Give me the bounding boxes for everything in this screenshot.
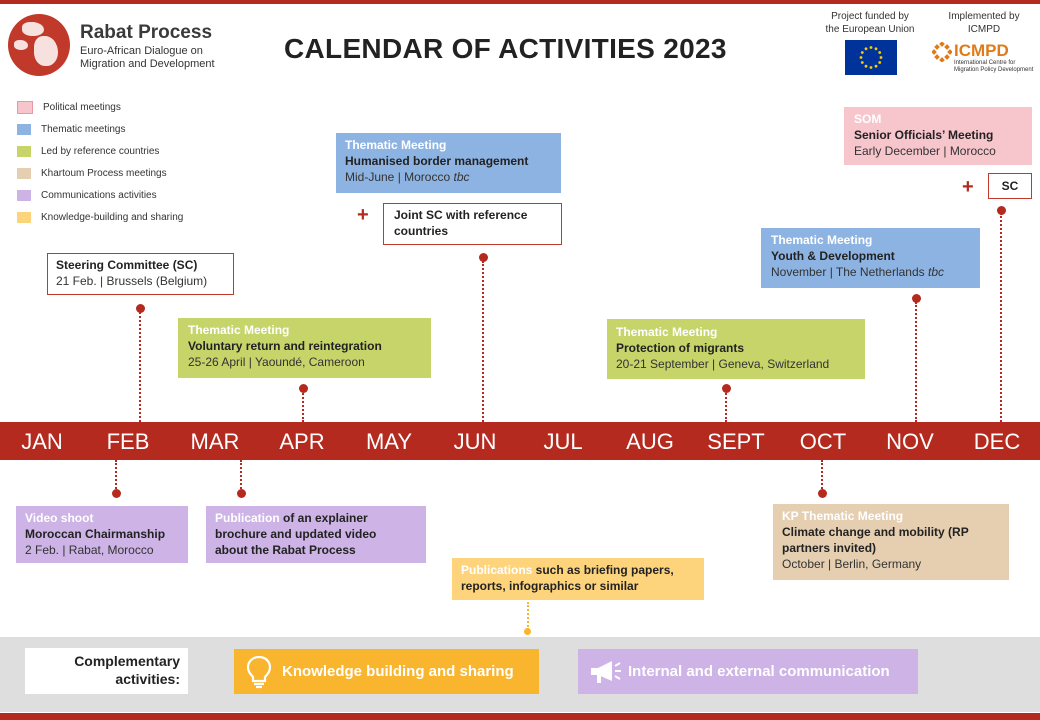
event-details: 25-26 April | Yaoundé, Cameroon	[188, 355, 365, 369]
globe-icon	[8, 14, 70, 76]
event-details	[345, 169, 552, 185]
connector-dot	[136, 304, 145, 313]
event-type: Video shoot	[25, 511, 94, 525]
event-name: SC	[1001, 179, 1019, 193]
timeline-bar	[0, 422, 1040, 460]
event-publication-brochure	[206, 506, 426, 563]
connector-line	[915, 302, 917, 422]
event-type: Thematic Meeting	[188, 323, 290, 337]
event-name-line-1: of an explainer	[279, 511, 368, 525]
legend-swatch	[17, 212, 31, 223]
event-name: Senior Officials’ Meeting	[854, 128, 994, 142]
event-som-dec	[844, 107, 1032, 165]
legend-swatch	[17, 146, 31, 157]
event-name: Moroccan Chairmanship	[25, 527, 166, 541]
month-sept: SEPT	[707, 429, 765, 454]
eu-flag-icon	[845, 40, 897, 75]
icmpd-logo	[932, 40, 1032, 76]
connector-line	[302, 390, 304, 422]
connector-line	[115, 460, 117, 492]
icmpd-fullname-line-1: International Centre for	[954, 60, 1016, 66]
event-type: KP Thematic Meeting	[782, 509, 904, 523]
knowledge-building-label: Knowledge building and sharing	[282, 663, 514, 680]
legend-swatch	[17, 168, 31, 179]
legend-label: Knowledge-building and sharing	[41, 211, 184, 223]
event-name: Humanised border management	[345, 154, 529, 168]
logo-subtitle	[80, 45, 215, 71]
communication-tile	[578, 649, 918, 694]
rabat-process-logo	[6, 12, 216, 82]
month-jan: JAN	[21, 429, 63, 454]
funded-by-line-1: Project funded by	[831, 11, 909, 22]
event-name: Youth & Development	[771, 249, 895, 263]
icmpd-fullname-line-2: Migration Policy Development	[954, 67, 1034, 73]
event-video-shoot	[16, 506, 188, 563]
event-type: Thematic Meeting	[616, 325, 718, 339]
connector-dot	[299, 384, 308, 393]
connector-dot	[479, 253, 488, 262]
month-dec: DEC	[973, 429, 1021, 454]
funded-by-label	[818, 10, 922, 36]
connector-line	[139, 309, 141, 422]
logo-subtitle-line-2: Migration and Development	[80, 58, 215, 70]
connector-line	[725, 390, 727, 422]
plus-icon: +	[962, 176, 974, 198]
legend-item-political	[17, 96, 183, 118]
event-name-line-1: such as briefing papers,	[532, 563, 674, 577]
bottom-bar	[0, 713, 1040, 720]
legend-swatch	[17, 101, 33, 114]
event-name-line-2: brochure and updated video	[215, 527, 377, 541]
event-type: SOM	[854, 112, 882, 126]
connector-line	[527, 602, 529, 630]
icmpd-name: ICMPD	[954, 41, 1009, 60]
month-feb: FEB	[106, 429, 150, 454]
funded-by-line-2: the European Union	[825, 24, 915, 35]
event-type: Thematic Meeting	[345, 138, 447, 152]
event-name: Voluntary return and reintegration	[188, 339, 382, 353]
month-mar: MAR	[190, 429, 240, 454]
legend-item-reference-countries	[17, 140, 183, 162]
legend-label: Political meetings	[43, 101, 121, 113]
lightbulb-icon	[246, 655, 272, 689]
logo-title: Rabat Process	[80, 22, 213, 43]
event-details: October | Berlin, Germany	[782, 557, 922, 571]
implemented-by-line-1: Implemented by	[948, 11, 1020, 22]
connector-dot	[997, 206, 1006, 215]
connector-dot	[112, 489, 121, 498]
event-details: Early December | Morocco	[854, 144, 996, 158]
event-type: Publications	[461, 563, 533, 577]
connector-line	[821, 460, 823, 492]
legend-item-khartoum	[17, 162, 183, 184]
connector-dot	[524, 628, 531, 635]
top-bar	[0, 0, 1040, 4]
month-nov: NOV	[886, 429, 934, 454]
event-details-tbc: tbc	[927, 265, 944, 279]
event-thematic-apr	[178, 318, 431, 378]
event-details	[771, 264, 970, 280]
event-details: 20-21 September | Geneva, Switzerland	[616, 357, 830, 371]
legend	[17, 96, 183, 228]
event-name-line-2: reports, infographics or similar	[461, 579, 639, 593]
legend-item-thematic	[17, 118, 183, 140]
complementary-label-line-2: activities:	[115, 671, 180, 687]
event-name: Steering Committee (SC)	[56, 258, 198, 272]
page-title: CALENDAR OF ACTIVITIES 2023	[284, 33, 727, 64]
event-steering-committee-feb	[47, 253, 234, 295]
plus-icon: +	[357, 204, 369, 226]
connector-dot	[818, 489, 827, 498]
icmpd-mark-icon	[932, 42, 952, 62]
month-aug: AUG	[626, 429, 674, 454]
legend-swatch	[17, 124, 31, 135]
event-type: Thematic Meeting	[771, 233, 873, 247]
legend-item-communications	[17, 184, 183, 206]
implemented-by-line-2: ICMPD	[967, 24, 1001, 35]
event-details: 21 Feb. | Brussels (Belgium)	[56, 274, 208, 288]
logo-subtitle-line-1: Euro-African Dialogue on	[80, 45, 203, 57]
event-name-line-2: partners invited)	[782, 541, 877, 555]
month-oct: OCT	[799, 429, 847, 454]
event-name-line-1: Climate change and mobility (RP	[782, 525, 969, 539]
connector-line	[240, 460, 242, 492]
implemented-by-label	[936, 10, 1032, 36]
legend-label: Thematic meetings	[41, 123, 126, 135]
event-publications-general	[452, 558, 704, 600]
complementary-label-line-1: Complementary	[74, 653, 180, 669]
complementary-activities-label	[25, 648, 188, 694]
month-may: MAY	[365, 429, 413, 454]
event-details-tbc: tbc	[453, 170, 470, 184]
connector-dot	[722, 384, 731, 393]
knowledge-building-tile	[234, 649, 539, 694]
icmpd-fullname	[954, 60, 1034, 74]
legend-label: Communications activities	[41, 189, 157, 201]
event-kp-thematic-oct	[773, 504, 1009, 580]
event-name-line-1: Joint SC with reference	[394, 208, 528, 222]
legend-item-knowledge	[17, 206, 183, 228]
event-joint-sc-jun	[383, 203, 562, 245]
event-details: 2 Feb. | Rabat, Morocco	[25, 543, 154, 557]
legend-label: Khartoum Process meetings	[41, 167, 167, 179]
event-thematic-nov	[761, 228, 980, 288]
communication-label: Internal and external communication	[628, 663, 890, 680]
month-apr: APR	[279, 429, 325, 454]
event-name: Protection of migrants	[616, 341, 745, 355]
event-details-text: Mid-June | Morocco	[345, 170, 451, 184]
event-thematic-jun	[336, 133, 561, 193]
connector-line	[1000, 213, 1002, 422]
event-type: Publication	[215, 511, 280, 525]
connector-line	[482, 261, 484, 422]
event-name-line-3: about the Rabat Process	[215, 543, 356, 557]
megaphone-icon	[588, 657, 624, 687]
connector-dot	[912, 294, 921, 303]
event-sc-dec	[988, 173, 1032, 199]
connector-dot	[237, 489, 246, 498]
legend-swatch	[17, 190, 31, 201]
event-name-line-2: countries	[394, 224, 449, 238]
event-thematic-sept	[607, 319, 865, 379]
event-details-text: November | The Netherlands	[771, 265, 925, 279]
legend-label: Led by reference countries	[41, 145, 160, 157]
month-jun: JUN	[453, 429, 497, 454]
month-jul: JUL	[543, 429, 583, 454]
